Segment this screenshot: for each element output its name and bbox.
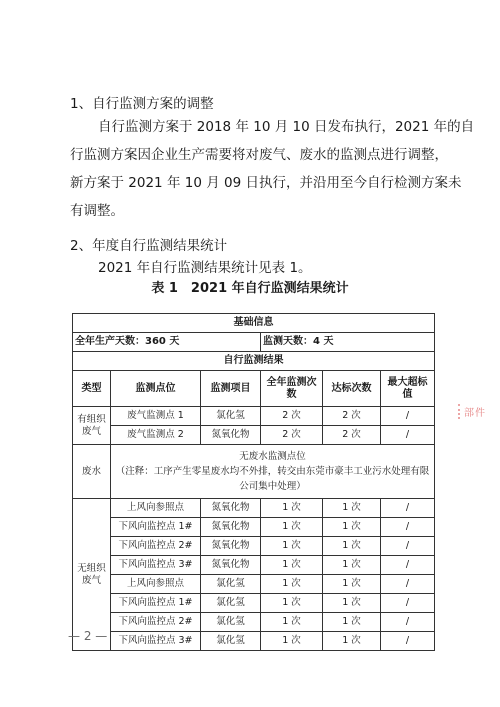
table-cell: 氮氧化物 <box>201 499 261 518</box>
column-header: 最大超标值 <box>381 371 435 407</box>
column-header: 类型 <box>73 371 111 407</box>
production-days: 全年生产天数：360 天 <box>73 333 261 352</box>
red-seal-stamp: 部件 <box>458 404 486 419</box>
section1-line3: 新方案于 2021 年 10 月 09 日执行，并沿用至今自行检测方案未 <box>70 175 462 191</box>
monitoring-results-table <box>72 313 435 651</box>
monitoring-days: 监测天数：4 天 <box>261 333 435 352</box>
table-cell: 氮氧化物 <box>201 537 261 556</box>
column-header: 监测点位 <box>111 371 201 407</box>
table-cell: 1 次 <box>323 499 381 518</box>
table-cell: 1 次 <box>323 613 381 632</box>
table-cell: 1 次 <box>323 594 381 613</box>
results-header: 自行监测结果 <box>73 352 435 371</box>
table-cell: 2 次 <box>261 407 323 426</box>
table-cell: 2 次 <box>323 407 381 426</box>
table-cell: 废气监测点 2 <box>111 426 201 445</box>
table-cell: / <box>381 407 435 426</box>
table-cell: / <box>381 556 435 575</box>
table-cell: 氮氧化物 <box>201 518 261 537</box>
table-cell: / <box>381 518 435 537</box>
table-cell: 1 次 <box>323 537 381 556</box>
section1-line4: 有调整。 <box>70 203 124 219</box>
type-cell-organized: 有组织废气 <box>73 407 111 445</box>
table-cell: 1 次 <box>261 575 323 594</box>
column-header: 监测项目 <box>201 371 261 407</box>
table-cell: 1 次 <box>323 575 381 594</box>
table-cell: / <box>381 594 435 613</box>
section2-heading: 2、年度自行监测结果统计 <box>70 238 228 254</box>
table-cell: / <box>381 426 435 445</box>
section1-line2: 行监测方案因企业生产需要将对废气、废水的监测点进行调整， <box>70 147 448 163</box>
table-cell: 下风向监控点 1# <box>111 518 201 537</box>
table-cell: 1 次 <box>323 632 381 651</box>
column-header: 达标次数 <box>323 371 381 407</box>
basic-info-header: 基础信息 <box>73 314 435 333</box>
table-cell: 2 次 <box>323 426 381 445</box>
wastewater-note-line1: 无废水监测点位 <box>239 451 306 462</box>
section1-heading: 1、自行监测方案的调整 <box>70 96 214 112</box>
table-cell: 1 次 <box>261 518 323 537</box>
table-cell: 1 次 <box>261 556 323 575</box>
table-cell: / <box>381 537 435 556</box>
table-cell: 氯化氢 <box>201 613 261 632</box>
table-cell: 氯化氢 <box>201 407 261 426</box>
table-cell: 下风向监控点 2# <box>111 613 201 632</box>
wastewater-note-line2: （注释：工序产生零星废水均不外排，转交由东莞市豪丰工业污水处理有限公司集中处理） <box>115 466 430 492</box>
table-cell: 下风向监控点 2# <box>111 537 201 556</box>
table-cell: 废气监测点 1 <box>111 407 201 426</box>
table-cell: 1 次 <box>261 499 323 518</box>
table-cell: 2 次 <box>261 426 323 445</box>
table-cell: 1 次 <box>323 556 381 575</box>
table-cell: 1 次 <box>261 537 323 556</box>
type-cell-unorganized: 无组织废气 <box>73 499 111 651</box>
page-number: — 2 — <box>68 629 108 643</box>
table-cell: 上风向参照点 <box>111 575 201 594</box>
table-cell: 下风向监控点 3# <box>111 556 201 575</box>
table-cell: 氮氧化物 <box>201 426 261 445</box>
table-cell: 上风向参照点 <box>111 499 201 518</box>
table-cell: 1 次 <box>261 594 323 613</box>
table-cell: 1 次 <box>323 518 381 537</box>
table-cell: / <box>381 575 435 594</box>
table-cell: / <box>381 632 435 651</box>
table-caption: 表 1 2021 年自行监测结果统计 <box>151 281 349 296</box>
table-cell: 1 次 <box>261 632 323 651</box>
table-cell: 氯化氢 <box>201 594 261 613</box>
table-cell: 氯化氢 <box>201 632 261 651</box>
type-cell-wastewater: 废水 <box>73 445 111 499</box>
table-cell: 下风向监控点 3# <box>111 632 201 651</box>
section2-line1: 2021 年自行监测结果统计见表 1。 <box>98 260 312 276</box>
table-cell: / <box>381 613 435 632</box>
table-cell: 下风向监控点 1# <box>111 594 201 613</box>
column-header: 全年监测次数 <box>261 371 323 407</box>
wastewater-note-cell <box>111 445 435 499</box>
table-cell: 1 次 <box>261 613 323 632</box>
table-cell: 氯化氢 <box>201 575 261 594</box>
table-cell: / <box>381 499 435 518</box>
section1-line1: 自行监测方案于 2018 年 10 月 10 日发布执行，2021 年的自 <box>98 119 475 135</box>
table-cell: 氮氧化物 <box>201 556 261 575</box>
